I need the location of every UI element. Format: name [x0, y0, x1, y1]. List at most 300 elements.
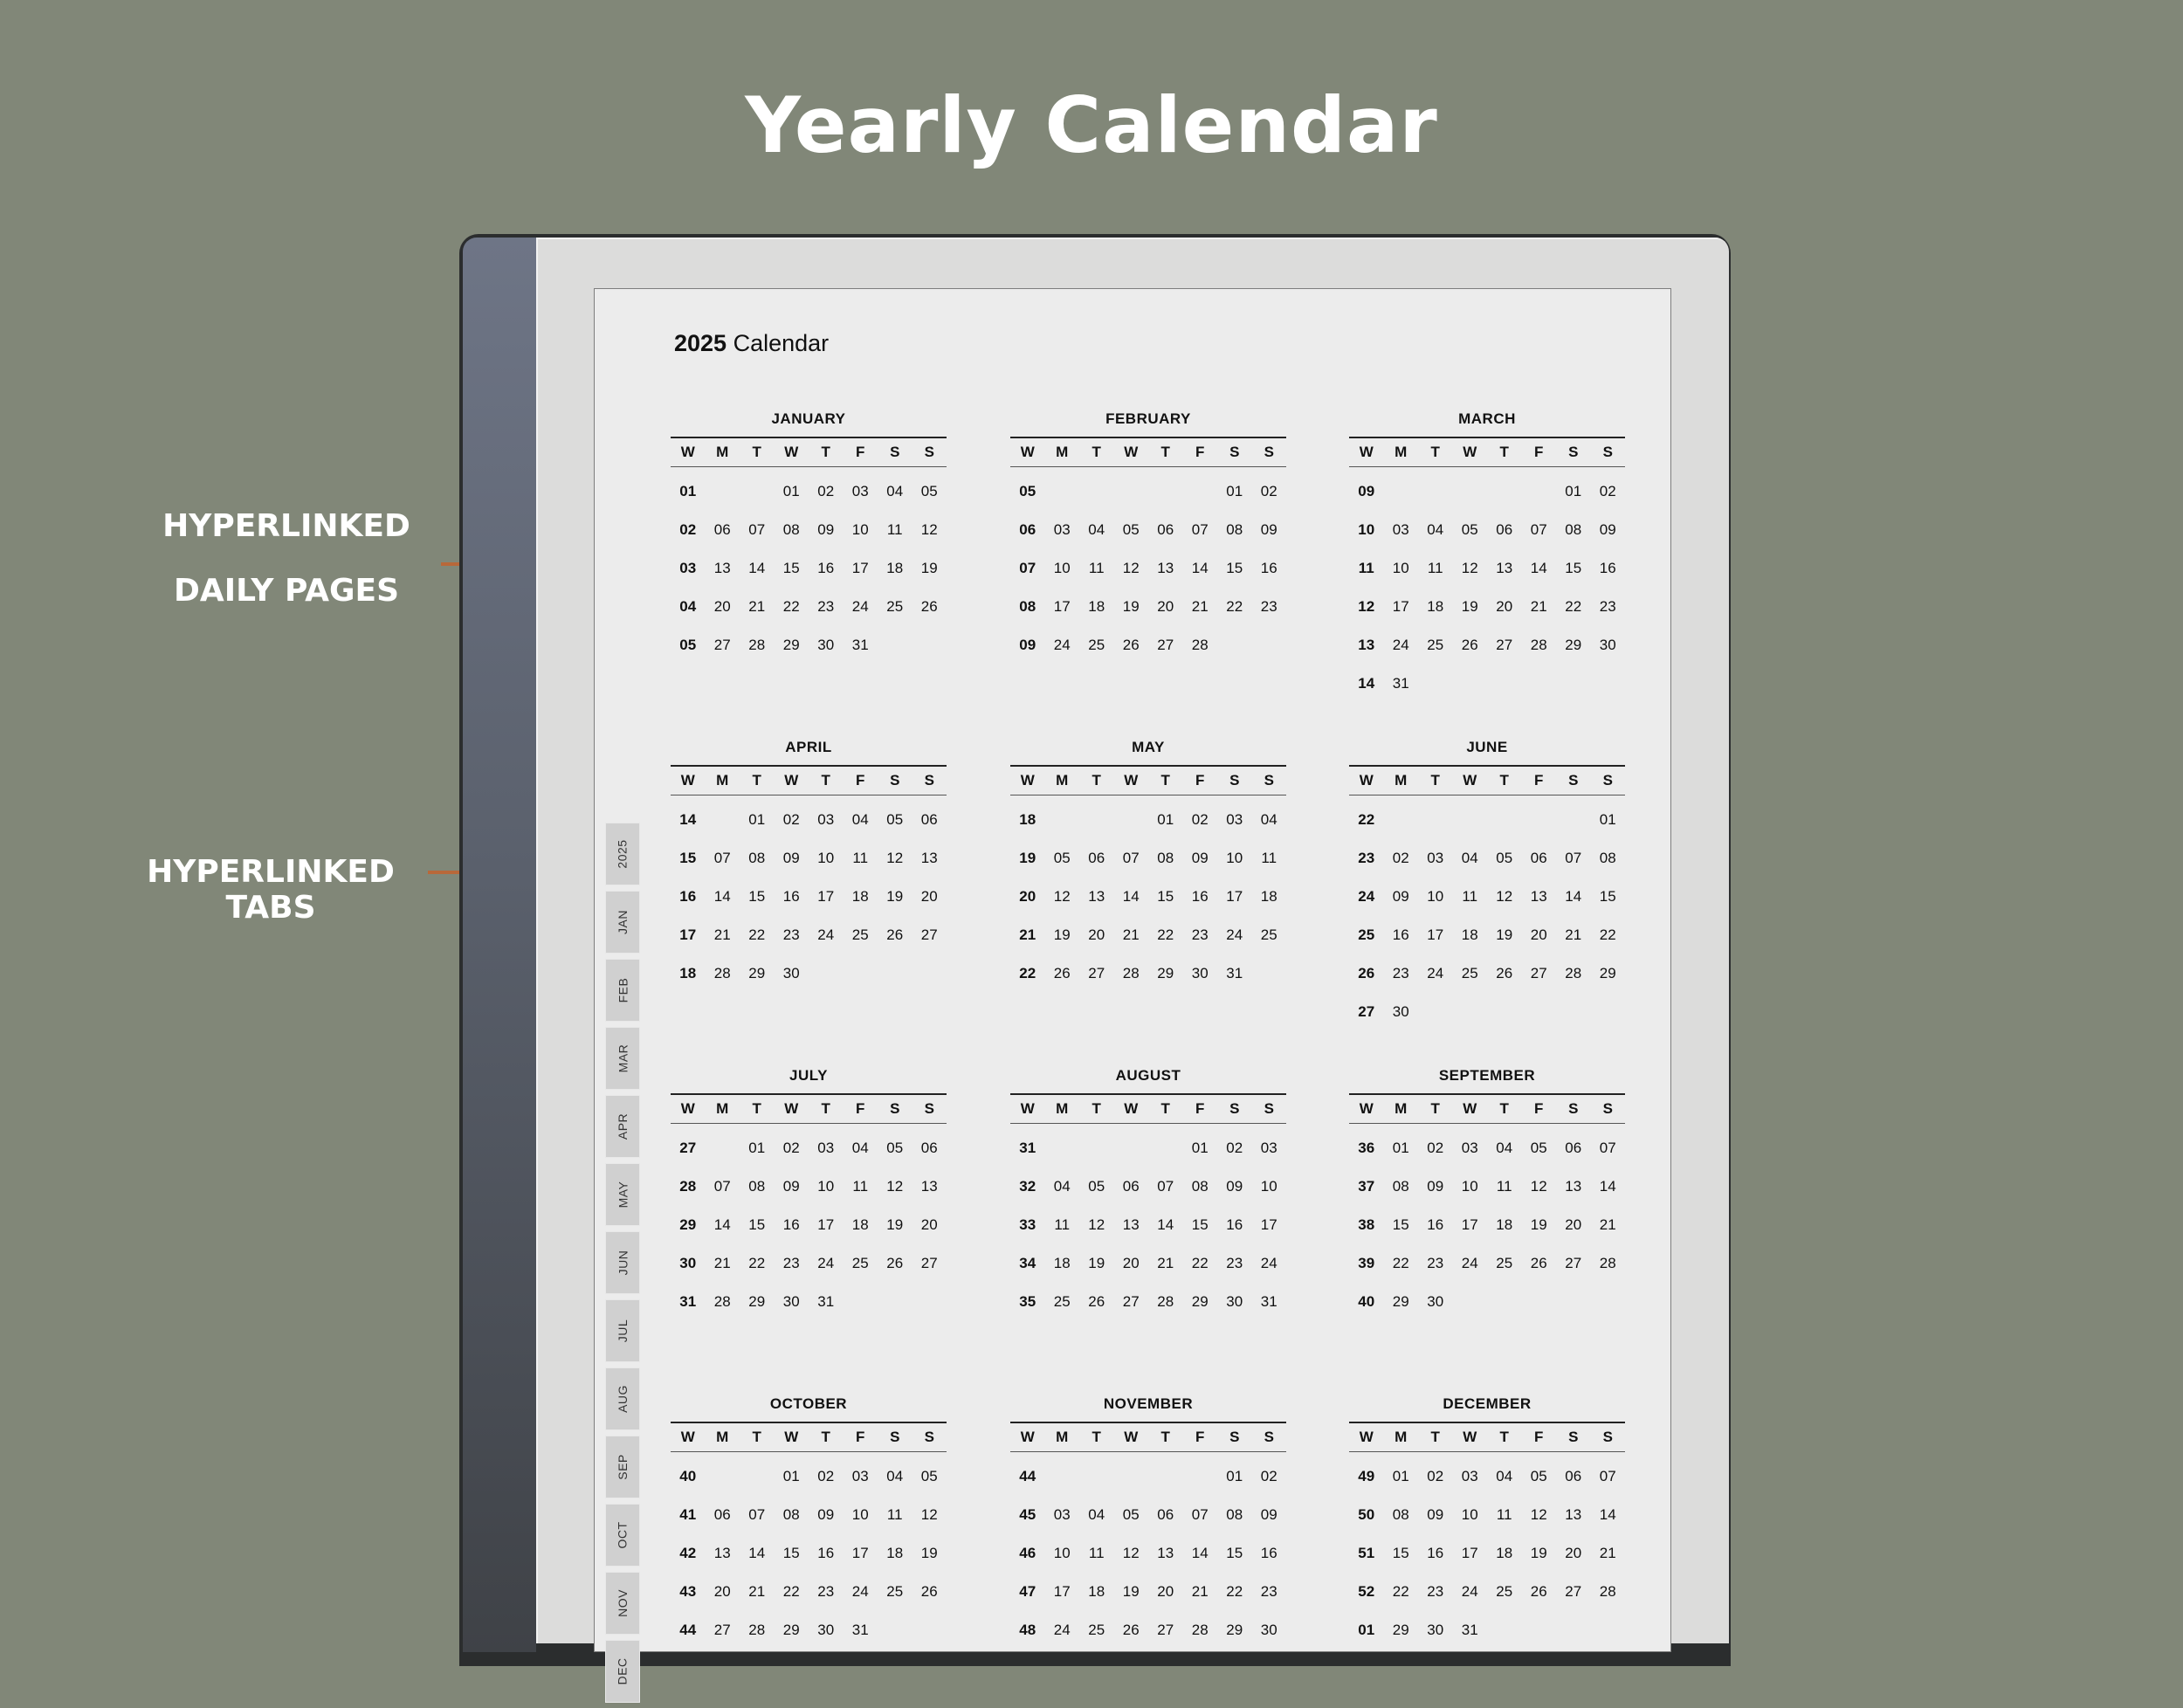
week-number-link[interactable]: 51	[1358, 1545, 1375, 1561]
day-link[interactable]: 04	[851, 811, 869, 828]
day-link[interactable]: 23	[1226, 1255, 1243, 1271]
day-link[interactable]: 23	[1392, 965, 1409, 981]
day-link[interactable]: 28	[1599, 1583, 1616, 1600]
day-link[interactable]: 05	[886, 811, 904, 828]
day-link[interactable]: 22	[1599, 926, 1616, 943]
day-link[interactable]: 28	[748, 637, 766, 653]
day-link[interactable]: 21	[1530, 598, 1547, 615]
day-link[interactable]: 29	[1392, 1622, 1409, 1638]
day-link[interactable]: 03	[851, 1468, 869, 1484]
day-link[interactable]: 24	[1053, 1622, 1071, 1638]
day-link[interactable]: 14	[1599, 1506, 1616, 1523]
day-link[interactable]: 12	[1530, 1506, 1547, 1523]
day-link[interactable]: 18	[1053, 1255, 1071, 1271]
day-link[interactable]: 30	[817, 1622, 835, 1638]
day-link[interactable]: 16	[1392, 926, 1409, 943]
tab-jan[interactable]	[605, 891, 640, 954]
day-link[interactable]: 22	[748, 1255, 766, 1271]
day-link[interactable]: 06	[1157, 1506, 1174, 1523]
week-number-link[interactable]: 31	[679, 1293, 697, 1310]
week-number-link[interactable]: 41	[679, 1506, 697, 1523]
day-link[interactable]: 05	[1053, 850, 1071, 866]
day-link[interactable]: 01	[1392, 1140, 1409, 1156]
day-link[interactable]: 08	[748, 1178, 766, 1195]
day-link[interactable]: 25	[1427, 637, 1444, 653]
day-link[interactable]: 08	[1191, 1178, 1209, 1195]
day-link[interactable]: 18	[851, 888, 869, 905]
day-link[interactable]: 11	[1427, 560, 1443, 576]
day-link[interactable]: 01	[782, 483, 800, 499]
day-link[interactable]: 02	[1427, 1140, 1444, 1156]
week-number-link[interactable]: 18	[679, 965, 697, 981]
day-link[interactable]: 23	[782, 926, 800, 943]
tab-2025[interactable]	[605, 823, 640, 885]
day-link[interactable]: 14	[713, 1216, 731, 1233]
day-link[interactable]: 05	[920, 483, 938, 499]
week-number-link[interactable]: 27	[1358, 1003, 1375, 1020]
week-number-link[interactable]: 11	[1358, 560, 1374, 576]
day-link[interactable]: 07	[1530, 521, 1547, 538]
day-link[interactable]: 24	[817, 1255, 835, 1271]
day-link[interactable]: 09	[1226, 1178, 1243, 1195]
day-link[interactable]: 23	[1260, 598, 1277, 615]
day-link[interactable]: 31	[1392, 675, 1409, 692]
day-link[interactable]: 23	[817, 598, 835, 615]
day-link[interactable]: 09	[1260, 521, 1277, 538]
week-number-link[interactable]: 17	[679, 926, 697, 943]
week-number-link[interactable]: 20	[1019, 888, 1036, 905]
day-link[interactable]: 08	[782, 1506, 800, 1523]
day-link[interactable]: 26	[1530, 1255, 1547, 1271]
day-link[interactable]: 16	[1427, 1216, 1444, 1233]
day-link[interactable]: 28	[1191, 1622, 1209, 1638]
day-link[interactable]: 06	[1565, 1468, 1582, 1484]
day-link[interactable]: 31	[817, 1293, 835, 1310]
day-link[interactable]: 16	[782, 1216, 800, 1233]
day-link[interactable]: 25	[851, 926, 869, 943]
day-link[interactable]: 10	[1392, 560, 1409, 576]
day-link[interactable]: 16	[817, 1545, 835, 1561]
week-number-link[interactable]: 27	[679, 1140, 697, 1156]
day-link[interactable]: 21	[1191, 1583, 1209, 1600]
day-link[interactable]: 02	[1191, 811, 1209, 828]
day-link[interactable]: 16	[1191, 888, 1209, 905]
day-link[interactable]: 27	[1088, 965, 1105, 981]
day-link[interactable]: 05	[1530, 1468, 1547, 1484]
tab-jun[interactable]	[605, 1231, 640, 1294]
week-number-link[interactable]: 44	[679, 1622, 697, 1638]
day-link[interactable]: 18	[1496, 1545, 1513, 1561]
week-number-link[interactable]: 24	[1358, 888, 1375, 905]
week-number-link[interactable]: 03	[679, 560, 697, 576]
day-link[interactable]: 11	[886, 1506, 903, 1523]
day-link[interactable]: 16	[1260, 560, 1277, 576]
day-link[interactable]: 27	[713, 637, 731, 653]
day-link[interactable]: 26	[886, 1255, 904, 1271]
day-link[interactable]: 31	[1260, 1293, 1277, 1310]
day-link[interactable]: 10	[851, 1506, 869, 1523]
day-link[interactable]: 26	[1088, 1293, 1105, 1310]
day-link[interactable]: 02	[1260, 483, 1277, 499]
day-link[interactable]: 19	[1088, 1255, 1105, 1271]
day-link[interactable]: 02	[817, 1468, 835, 1484]
day-link[interactable]: 24	[817, 926, 835, 943]
day-link[interactable]: 12	[886, 850, 904, 866]
day-link[interactable]: 28	[1530, 637, 1547, 653]
week-number-link[interactable]: 40	[1358, 1293, 1375, 1310]
day-link[interactable]: 17	[1053, 1583, 1071, 1600]
day-link[interactable]: 08	[1157, 850, 1174, 866]
week-number-link[interactable]: 49	[1358, 1468, 1375, 1484]
week-number-link[interactable]: 47	[1019, 1583, 1036, 1600]
day-link[interactable]: 10	[1461, 1506, 1478, 1523]
day-link[interactable]: 11	[1462, 888, 1478, 905]
day-link[interactable]: 19	[1122, 1583, 1140, 1600]
day-link[interactable]: 08	[1392, 1506, 1409, 1523]
day-link[interactable]: 19	[1530, 1545, 1547, 1561]
day-link[interactable]: 17	[1053, 598, 1071, 615]
day-link[interactable]: 20	[713, 598, 731, 615]
day-link[interactable]: 01	[1226, 483, 1243, 499]
day-link[interactable]: 08	[1392, 1178, 1409, 1195]
day-link[interactable]: 18	[1496, 1216, 1513, 1233]
day-link[interactable]: 04	[1053, 1178, 1071, 1195]
day-link[interactable]: 30	[1226, 1293, 1243, 1310]
day-link[interactable]: 20	[1088, 926, 1105, 943]
day-link[interactable]: 10	[1260, 1178, 1277, 1195]
day-link[interactable]: 19	[886, 1216, 904, 1233]
day-link[interactable]: 29	[1565, 637, 1582, 653]
day-link[interactable]: 01	[1191, 1140, 1209, 1156]
day-link[interactable]: 13	[713, 560, 731, 576]
day-link[interactable]: 17	[1461, 1216, 1478, 1233]
day-link[interactable]: 13	[1157, 1545, 1174, 1561]
day-link[interactable]: 17	[1461, 1545, 1478, 1561]
week-number-link[interactable]: 48	[1019, 1622, 1036, 1638]
day-link[interactable]: 30	[1427, 1622, 1444, 1638]
day-link[interactable]: 02	[1427, 1468, 1444, 1484]
day-link[interactable]: 28	[713, 965, 731, 981]
day-link[interactable]: 13	[1157, 560, 1174, 576]
week-number-link[interactable]: 09	[1019, 637, 1036, 653]
week-number-link[interactable]: 29	[679, 1216, 697, 1233]
day-link[interactable]: 07	[1157, 1178, 1174, 1195]
day-link[interactable]: 08	[782, 521, 800, 538]
day-link[interactable]: 17	[851, 560, 869, 576]
day-link[interactable]: 04	[1088, 1506, 1105, 1523]
day-link[interactable]: 31	[851, 637, 869, 653]
day-link[interactable]: 24	[1260, 1255, 1277, 1271]
week-number-link[interactable]: 36	[1358, 1140, 1375, 1156]
day-link[interactable]: 23	[1427, 1255, 1444, 1271]
day-link[interactable]: 28	[1565, 965, 1582, 981]
day-link[interactable]: 27	[1157, 1622, 1174, 1638]
day-link[interactable]: 21	[713, 1255, 731, 1271]
day-link[interactable]: 03	[1461, 1468, 1478, 1484]
day-link[interactable]: 22	[1565, 598, 1582, 615]
day-link[interactable]: 20	[1565, 1216, 1582, 1233]
week-number-link[interactable]: 05	[1019, 483, 1036, 499]
day-link[interactable]: 06	[1122, 1178, 1140, 1195]
day-link[interactable]: 06	[1496, 521, 1513, 538]
day-link[interactable]: 04	[1461, 850, 1478, 866]
day-link[interactable]: 06	[1565, 1140, 1582, 1156]
day-link[interactable]: 05	[1088, 1178, 1105, 1195]
day-link[interactable]: 11	[1088, 560, 1105, 576]
day-link[interactable]: 13	[920, 850, 938, 866]
day-link[interactable]: 16	[1599, 560, 1616, 576]
tab-nov[interactable]	[605, 1572, 640, 1635]
day-link[interactable]: 25	[851, 1255, 869, 1271]
day-link[interactable]: 12	[1088, 1216, 1105, 1233]
day-link[interactable]: 26	[1122, 1622, 1140, 1638]
day-link[interactable]: 20	[1122, 1255, 1140, 1271]
week-number-link[interactable]: 22	[1019, 965, 1036, 981]
day-link[interactable]: 17	[1427, 926, 1444, 943]
day-link[interactable]: 05	[1461, 521, 1478, 538]
day-link[interactable]: 23	[817, 1583, 835, 1600]
tab-jul[interactable]	[605, 1299, 640, 1362]
day-link[interactable]: 04	[1260, 811, 1277, 828]
day-link[interactable]: 04	[886, 1468, 904, 1484]
week-number-link[interactable]: 25	[1358, 926, 1375, 943]
week-number-link[interactable]: 38	[1358, 1216, 1375, 1233]
day-link[interactable]: 23	[1599, 598, 1616, 615]
week-number-link[interactable]: 10	[1358, 521, 1375, 538]
day-link[interactable]: 07	[1191, 1506, 1209, 1523]
day-link[interactable]: 15	[748, 1216, 766, 1233]
day-link[interactable]: 15	[1157, 888, 1174, 905]
week-number-link[interactable]: 08	[1019, 598, 1036, 615]
day-link[interactable]: 03	[1260, 1140, 1277, 1156]
day-link[interactable]: 05	[1496, 850, 1513, 866]
day-link[interactable]: 22	[1157, 926, 1174, 943]
day-link[interactable]: 01	[1392, 1468, 1409, 1484]
day-link[interactable]: 12	[920, 1506, 938, 1523]
day-link[interactable]: 14	[1599, 1178, 1616, 1195]
week-number-link[interactable]: 14	[679, 811, 697, 828]
day-link[interactable]: 07	[1565, 850, 1582, 866]
day-link[interactable]: 15	[1392, 1216, 1409, 1233]
day-link[interactable]: 03	[1392, 521, 1409, 538]
day-link[interactable]: 18	[1461, 926, 1478, 943]
day-link[interactable]: 26	[1530, 1583, 1547, 1600]
day-link[interactable]: 27	[1157, 637, 1174, 653]
day-link[interactable]: 09	[817, 521, 835, 538]
day-link[interactable]: 08	[748, 850, 766, 866]
day-link[interactable]: 15	[1392, 1545, 1409, 1561]
day-link[interactable]: 31	[1226, 965, 1243, 981]
day-link[interactable]: 11	[1261, 850, 1277, 866]
day-link[interactable]: 22	[1191, 1255, 1209, 1271]
day-link[interactable]: 11	[852, 850, 869, 866]
day-link[interactable]: 19	[1053, 926, 1071, 943]
day-link[interactable]: 15	[1226, 560, 1243, 576]
day-link[interactable]: 20	[1530, 926, 1547, 943]
day-link[interactable]: 10	[851, 521, 869, 538]
day-link[interactable]: 21	[1191, 598, 1209, 615]
day-link[interactable]: 23	[1260, 1583, 1277, 1600]
day-link[interactable]: 30	[1599, 637, 1616, 653]
day-link[interactable]: 11	[1054, 1216, 1071, 1233]
day-link[interactable]: 03	[851, 483, 869, 499]
day-link[interactable]: 19	[1122, 598, 1140, 615]
day-link[interactable]: 30	[1260, 1622, 1277, 1638]
day-link[interactable]: 13	[1122, 1216, 1140, 1233]
day-link[interactable]: 29	[1191, 1293, 1209, 1310]
day-link[interactable]: 21	[713, 926, 731, 943]
day-link[interactable]: 07	[713, 850, 731, 866]
week-number-link[interactable]: 13	[1358, 637, 1375, 653]
day-link[interactable]: 07	[713, 1178, 731, 1195]
day-link[interactable]: 19	[920, 1545, 938, 1561]
day-link[interactable]: 22	[748, 926, 766, 943]
day-link[interactable]: 09	[1191, 850, 1209, 866]
day-link[interactable]: 19	[1530, 1216, 1547, 1233]
tab-aug[interactable]	[605, 1367, 640, 1430]
day-link[interactable]: 30	[782, 1293, 800, 1310]
day-link[interactable]: 25	[1496, 1583, 1513, 1600]
day-link[interactable]: 09	[817, 1506, 835, 1523]
week-number-link[interactable]: 35	[1019, 1293, 1036, 1310]
day-link[interactable]: 02	[1260, 1468, 1277, 1484]
day-link[interactable]: 02	[1599, 483, 1616, 499]
day-link[interactable]: 19	[920, 560, 938, 576]
day-link[interactable]: 20	[713, 1583, 731, 1600]
day-link[interactable]: 12	[1530, 1178, 1547, 1195]
day-link[interactable]: 28	[748, 1622, 766, 1638]
day-link[interactable]: 28	[1122, 965, 1140, 981]
day-link[interactable]: 27	[920, 926, 938, 943]
day-link[interactable]: 02	[1226, 1140, 1243, 1156]
day-link[interactable]: 09	[1599, 521, 1616, 538]
day-link[interactable]: 23	[1191, 926, 1209, 943]
week-number-link[interactable]: 05	[679, 637, 697, 653]
week-number-link[interactable]: 44	[1019, 1468, 1036, 1484]
day-link[interactable]: 21	[748, 1583, 766, 1600]
day-link[interactable]: 14	[1565, 888, 1582, 905]
week-number-link[interactable]: 14	[1358, 675, 1375, 692]
day-link[interactable]: 16	[782, 888, 800, 905]
tab-mar[interactable]	[605, 1027, 640, 1090]
week-number-link[interactable]: 01	[1358, 1622, 1375, 1638]
day-link[interactable]: 18	[1088, 598, 1105, 615]
day-link[interactable]: 30	[1392, 1003, 1409, 1020]
day-link[interactable]: 05	[1530, 1140, 1547, 1156]
day-link[interactable]: 19	[1496, 926, 1513, 943]
day-link[interactable]: 17	[1392, 598, 1409, 615]
day-link[interactable]: 27	[1530, 965, 1547, 981]
day-link[interactable]: 02	[817, 483, 835, 499]
day-link[interactable]: 11	[1496, 1506, 1512, 1523]
day-link[interactable]: 18	[851, 1216, 869, 1233]
day-link[interactable]: 03	[1053, 1506, 1071, 1523]
week-number-link[interactable]: 21	[1019, 926, 1036, 943]
day-link[interactable]: 01	[1599, 811, 1616, 828]
day-link[interactable]: 01	[782, 1468, 800, 1484]
day-link[interactable]: 26	[1496, 965, 1513, 981]
day-link[interactable]: 29	[748, 965, 766, 981]
week-number-link[interactable]: 16	[679, 888, 697, 905]
day-link[interactable]: 13	[1530, 888, 1547, 905]
day-link[interactable]: 05	[1122, 521, 1140, 538]
day-link[interactable]: 20	[920, 1216, 938, 1233]
day-link[interactable]: 28	[713, 1293, 731, 1310]
day-link[interactable]: 01	[1565, 483, 1582, 499]
day-link[interactable]: 28	[1191, 637, 1209, 653]
day-link[interactable]: 10	[1053, 560, 1071, 576]
day-link[interactable]: 15	[1226, 1545, 1243, 1561]
day-link[interactable]: 21	[1599, 1545, 1616, 1561]
week-number-link[interactable]: 06	[1019, 521, 1036, 538]
day-link[interactable]: 29	[1226, 1622, 1243, 1638]
day-link[interactable]: 06	[1088, 850, 1105, 866]
day-link[interactable]: 19	[1461, 598, 1478, 615]
day-link[interactable]: 07	[1191, 521, 1209, 538]
day-link[interactable]: 22	[782, 598, 800, 615]
day-link[interactable]: 03	[1053, 521, 1071, 538]
week-number-link[interactable]: 22	[1358, 811, 1375, 828]
day-link[interactable]: 27	[1565, 1255, 1582, 1271]
day-link[interactable]: 01	[1157, 811, 1174, 828]
day-link[interactable]: 27	[1565, 1583, 1582, 1600]
day-link[interactable]: 14	[748, 1545, 766, 1561]
day-link[interactable]: 27	[920, 1255, 938, 1271]
day-link[interactable]: 16	[1260, 1545, 1277, 1561]
day-link[interactable]: 16	[817, 560, 835, 576]
day-link[interactable]: 06	[920, 811, 938, 828]
day-link[interactable]: 20	[1157, 1583, 1174, 1600]
day-link[interactable]: 03	[1226, 811, 1243, 828]
day-link[interactable]: 03	[817, 1140, 835, 1156]
day-link[interactable]: 04	[1088, 521, 1105, 538]
day-link[interactable]: 28	[1599, 1255, 1616, 1271]
week-number-link[interactable]: 28	[679, 1178, 697, 1195]
day-link[interactable]: 20	[1565, 1545, 1582, 1561]
day-link[interactable]: 24	[1053, 637, 1071, 653]
week-number-link[interactable]: 37	[1358, 1178, 1375, 1195]
day-link[interactable]: 22	[1392, 1255, 1409, 1271]
day-link[interactable]: 25	[1088, 1622, 1105, 1638]
day-link[interactable]: 10	[1053, 1545, 1071, 1561]
day-link[interactable]: 09	[782, 850, 800, 866]
day-link[interactable]: 03	[1427, 850, 1444, 866]
day-link[interactable]: 30	[1191, 965, 1209, 981]
day-link[interactable]: 12	[1496, 888, 1513, 905]
day-link[interactable]: 14	[713, 888, 731, 905]
day-link[interactable]: 23	[782, 1255, 800, 1271]
day-link[interactable]: 17	[851, 1545, 869, 1561]
day-link[interactable]: 06	[713, 1506, 731, 1523]
day-link[interactable]: 13	[1496, 560, 1513, 576]
day-link[interactable]: 04	[1427, 521, 1444, 538]
day-link[interactable]: 12	[920, 521, 938, 538]
day-link[interactable]: 11	[886, 521, 903, 538]
day-link[interactable]: 21	[1122, 926, 1140, 943]
day-link[interactable]: 04	[851, 1140, 869, 1156]
day-link[interactable]: 10	[817, 850, 835, 866]
day-link[interactable]: 26	[920, 1583, 938, 1600]
week-number-link[interactable]: 23	[1358, 850, 1375, 866]
day-link[interactable]: 11	[1088, 1545, 1105, 1561]
week-number-link[interactable]: 39	[1358, 1255, 1375, 1271]
week-number-link[interactable]: 42	[679, 1545, 697, 1561]
week-number-link[interactable]: 40	[679, 1468, 697, 1484]
day-link[interactable]: 15	[782, 1545, 800, 1561]
day-link[interactable]: 21	[748, 598, 766, 615]
day-link[interactable]: 29	[1392, 1293, 1409, 1310]
day-link[interactable]: 09	[1427, 1178, 1444, 1195]
